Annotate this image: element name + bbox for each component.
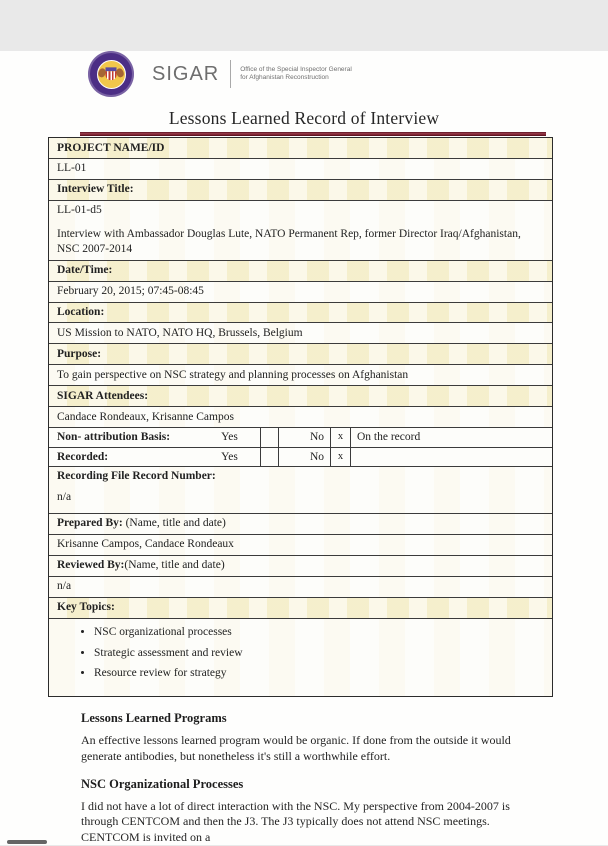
recording-file-cell xyxy=(49,467,552,514)
interview-record-form xyxy=(48,137,553,697)
non-attribution-yes-label: Yes xyxy=(199,428,261,446)
sigar-seal-icon xyxy=(88,51,134,97)
reviewed-by-label-row xyxy=(49,556,552,577)
purpose-value: To gain perspective on NSC strategy and planning processes on Afghanistan xyxy=(49,365,552,386)
logo-office-line1: Office of the Special Inspector General xyxy=(240,65,352,73)
key-topic-item: • Strategic assessment and review xyxy=(94,646,544,661)
recorded-no-label: No xyxy=(279,448,331,466)
section-paragraph: An effective lessons learned program would be organic. If done from the outside it would generate antibodies, but nonetheless it's still a worthwhile effort. xyxy=(81,733,511,763)
non-attribution-row xyxy=(49,428,552,447)
key-topic-item: • NSC organizational processes xyxy=(94,625,544,640)
recorded-note xyxy=(351,448,552,466)
location-value: US Mission to NATO, NATO HQ, Brussels, Belgium xyxy=(49,323,552,344)
interview-description: Interview with Ambassador Douglas Lute, NATO Permanent Rep, former Director Iraq/Afghanistan, NSC 2007-2014 xyxy=(57,228,521,256)
non-attribution-no-label: No xyxy=(279,428,331,446)
recording-file-value: n/a xyxy=(57,491,72,504)
recorded-yes-checkbox xyxy=(261,448,279,466)
section-heading: Lessons Learned Programs xyxy=(81,711,227,726)
scanned-document-page xyxy=(0,51,608,845)
document-title: Lessons Learned Record of Interview xyxy=(168,108,440,128)
reviewed-by-hint: (Name, title and date) xyxy=(124,559,225,572)
location-label: Location: xyxy=(49,303,552,324)
key-topics-cell xyxy=(49,619,552,697)
sigar-logo xyxy=(88,51,608,97)
scan-artifact xyxy=(7,840,47,844)
logo-acronym: SIGAR xyxy=(152,62,220,85)
non-attribution-label: Non- attribution Basis: xyxy=(57,431,171,444)
title-rule xyxy=(80,132,546,136)
prepared-by-value: Krisanne Campos, Candace Rondeaux xyxy=(49,535,552,556)
prepared-by-label-row xyxy=(49,514,552,535)
reviewed-by-label: Reviewed By: xyxy=(57,559,125,572)
recorded-row xyxy=(49,448,552,467)
eagle-shield-icon xyxy=(106,67,117,80)
non-attribution-note: On the record xyxy=(357,431,421,444)
logo-office-line2: for Afghanistan Reconstruction xyxy=(240,74,329,81)
project-name-label: PROJECT NAME/ID xyxy=(49,138,552,159)
recorded-yes-label: Yes xyxy=(199,448,261,466)
project-name-value: LL-01 xyxy=(49,159,552,180)
logo-office-name xyxy=(240,66,352,82)
datetime-value: February 20, 2015; 07:45-08:45 xyxy=(49,282,552,303)
seal-inner-ring xyxy=(97,60,126,89)
interview-title-cell xyxy=(49,201,552,261)
recorded-no-checkbox: x xyxy=(331,448,351,466)
recorded-label: Recorded: xyxy=(57,450,109,463)
prepared-by-label: Prepared By: xyxy=(57,517,123,530)
non-attribution-yes-checkbox xyxy=(261,428,279,446)
recording-file-label: Recording File Record Number: xyxy=(57,470,216,483)
key-topic-item: • Resource review for strategy xyxy=(94,666,544,681)
attendees-label: SIGAR Attendees: xyxy=(49,386,552,407)
prepared-by-hint: (Name, title and date) xyxy=(125,517,226,530)
datetime-label: Date/Time: xyxy=(49,261,552,282)
key-topics-list xyxy=(57,625,544,681)
reviewed-by-value: n/a xyxy=(49,577,552,598)
logo-divider xyxy=(230,60,231,88)
interview-id: LL-01-d5 xyxy=(57,204,102,217)
interview-title-label: Interview Title: xyxy=(49,180,552,201)
section-paragraph: I did not have a lot of direct interaction with the NSC. My perspective from 2004-2007 is through CENTCOM and then the J3. The J3 typically does not attend NSC meetings. CENTCOM is invited on a xyxy=(81,798,510,845)
interview-narrative xyxy=(81,710,544,846)
non-attribution-no-checkbox: x xyxy=(331,428,351,446)
section-heading: NSC Organizational Processes xyxy=(81,776,244,791)
key-topics-label: Key Topics: xyxy=(49,598,552,619)
purpose-label: Purpose: xyxy=(49,344,552,365)
attendees-value: Candace Rondeaux, Krisanne Campos xyxy=(49,407,552,428)
